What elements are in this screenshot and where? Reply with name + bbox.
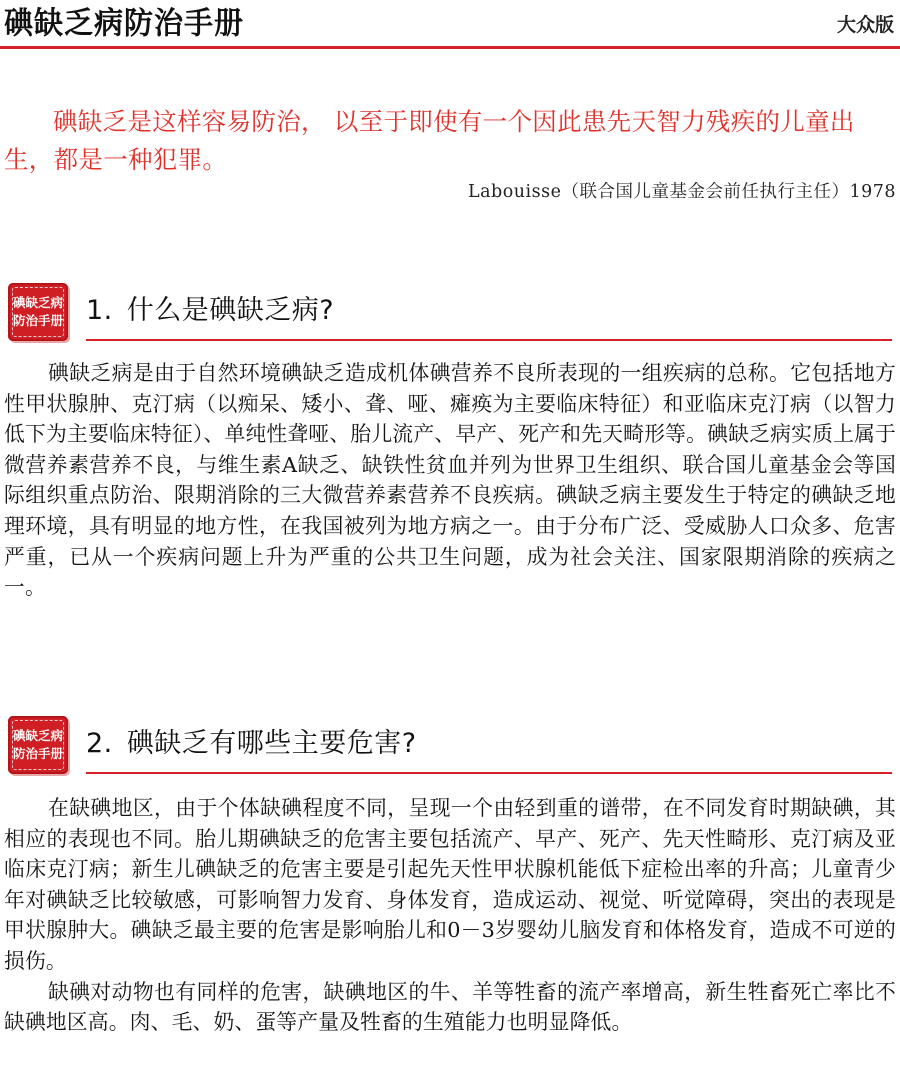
- badge-line-2: 防治手册: [12, 746, 63, 761]
- section-title-1: [86, 291, 334, 331]
- section-rule: [86, 772, 892, 774]
- section-rule: [86, 339, 892, 341]
- header-rule: [0, 46, 900, 49]
- section-title-text: 碘缺乏有哪些主要危害?: [126, 728, 417, 759]
- badge-line-1: 碘缺乏病: [12, 295, 63, 310]
- section-header-2: [0, 716, 900, 788]
- section-body-2: [4, 793, 896, 1038]
- page-header: [0, 0, 900, 52]
- epigraph-source: Labouisse（联合国儿童基金会前任执行主任）1978: [467, 182, 896, 202]
- badge-line-2: 防治手册: [12, 313, 63, 328]
- section-body-1: [4, 358, 896, 603]
- book-badge-icon: [8, 716, 68, 774]
- book-title: 碘缺乏病防治手册: [4, 5, 245, 41]
- section-number: 1.: [86, 295, 113, 326]
- book-badge-icon: [8, 283, 68, 341]
- section-number: 2.: [86, 728, 113, 759]
- epigraph-quote: 碘缺乏是这样容易防治， 以至于即使有一个因此患先天智力残疾的儿童出生，都是一种犯罪。: [4, 107, 855, 174]
- section-title-text: 什么是碘缺乏病?: [126, 295, 335, 326]
- paragraph: 碘缺乏病是由于自然环境碘缺乏造成机体碘营养不良所表现的一组疾病的总称。它包括地方性甲状腺肿、克汀病（以痴呆、矮小、聋、哑、瘫痪为主要临床特征）和亚临床克汀病（以智力低下为主要临床特征）、单纯性聋哑、胎儿流产、早产、死产和先天畸形等。碘缺乏病实质上属于微营养素营养不良，与维生素A缺乏、缺铁性贫血并列为世界卫生组织、联合国儿童基金会等国际组织重点防治、限期消除的三大微营养素营养不良疾病。碘缺乏病主要发生于特定的碘缺乏地理环境，具有明显的地方性，在我国被列为地方病之一。由于分布广泛、受威胁人口众多、危害严重，已从一个疾病问题上升为严重的公共卫生问题，成为社会关注、国家限期消除的疾病之一。: [4, 361, 896, 600]
- edition-label: 大众版: [836, 14, 894, 36]
- section-header-1: [0, 283, 900, 355]
- paragraph: 缺碘对动物也有同样的危害，缺碘地区的牛、羊等牲畜的流产率增高，新生牲畜死亡率比不缺碘地区高。肉、毛、奶、蛋等产量及牲畜的生殖能力也明显降低。: [4, 979, 896, 1035]
- badge-line-1: 碘缺乏病: [12, 728, 63, 743]
- paragraph: 在缺碘地区，由于个体缺碘程度不同，呈现一个由轻到重的谱带，在不同发育时期缺碘，其相应的表现也不同。胎儿期碘缺乏的危害主要包括流产、早产、死产、先天性畸形、克汀病及亚临床克汀病；新生儿碘缺乏的危害主要是引起先天性甲状腺机能低下症检出率的升高；儿童青少年对碘缺乏比较敏感，可影响智力发育、身体发育，造成运动、视觉、听觉障碍，突出的表现是甲状腺肿大。碘缺乏最主要的危害是影响胎儿和0－3岁婴幼儿脑发育和体格发育，造成不可逆的损伤。: [4, 796, 896, 973]
- section-title-2: [86, 724, 417, 764]
